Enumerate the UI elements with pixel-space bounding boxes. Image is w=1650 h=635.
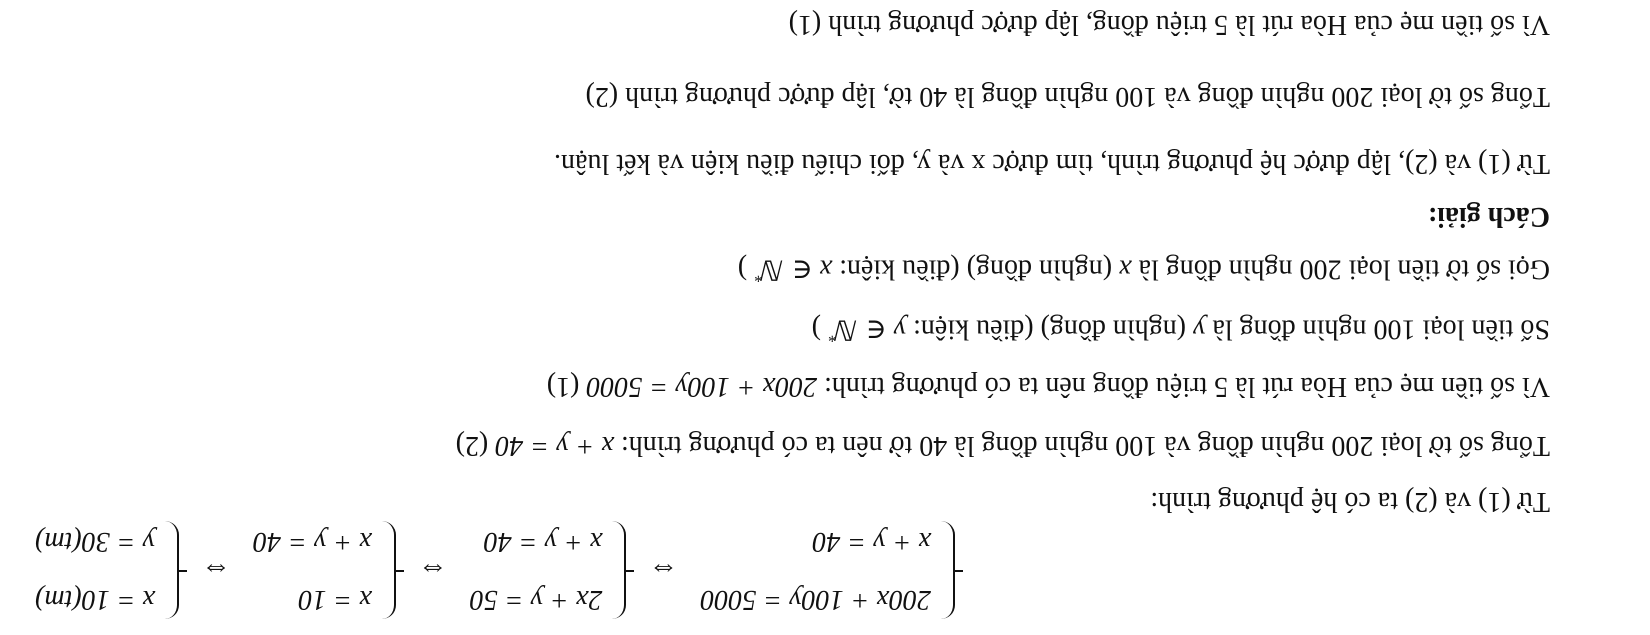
system-1-bottom: x + y = 40 bbox=[812, 526, 931, 557]
line-4-text: Gọi số tờ tiền loại 200 nghìn đồng là bbox=[1138, 253, 1550, 285]
system-2-bottom: x + y = 40 bbox=[483, 526, 603, 557]
line-2-text: Tổng số tờ loại 200 nghìn đồng và 100 nghìn đồng là 40 tờ, lập được phương trình (2) bbox=[585, 81, 1550, 112]
text-line-8 bbox=[1150, 487, 1550, 515]
system-1 bbox=[700, 521, 955, 619]
system-3-top: x = 10 bbox=[298, 584, 372, 615]
equivalence-arrow-2: ⇔ bbox=[417, 554, 448, 587]
system-4 bbox=[35, 521, 179, 619]
system-2-top: 2x + y = 50 bbox=[469, 584, 603, 615]
equation-system-chain bbox=[35, 515, 955, 625]
line-4-variable: x bbox=[1119, 253, 1132, 285]
text-line-7 bbox=[456, 431, 1550, 459]
system-3 bbox=[253, 521, 396, 619]
line-7-tag: (2) bbox=[455, 430, 489, 461]
line-7-equation: x + y = 40 bbox=[495, 430, 614, 461]
line-8-text: Từ (1) và (2) ta có hệ phương trình: bbox=[1150, 486, 1550, 517]
line-5-unit: (nghìn đồng) (điều kiện: bbox=[913, 313, 1187, 345]
line-6-equation: 200x + 100y = 5000 bbox=[586, 371, 818, 402]
line-5-close: ) bbox=[811, 313, 821, 345]
heading-text: Cách giải: bbox=[1427, 201, 1550, 232]
line-4-condition: x ∈ ℕ bbox=[762, 253, 833, 285]
line-6-text: Vì số tiền mẹ của Hòa rút là 5 triệu đồng nên ta có phương trình: bbox=[824, 371, 1550, 402]
text-line-6 bbox=[547, 372, 1550, 400]
line-4-superscript: * bbox=[754, 267, 763, 286]
text-line-2 bbox=[586, 82, 1550, 110]
line-3-text: Từ (1) và (2), lập được hệ phương trình, tìm được x và y, đối chiếu điều kiện và kết luận. bbox=[554, 148, 1550, 179]
brace-4 bbox=[163, 521, 179, 619]
text-line-5 bbox=[812, 315, 1550, 345]
brace-1 bbox=[939, 521, 955, 619]
equivalence-arrow-3: ⇔ bbox=[201, 554, 232, 587]
system-4-bottom: y = 30(tm) bbox=[35, 526, 156, 557]
line-5-variable: y bbox=[1193, 313, 1206, 345]
system-4-top: x = 10(tm) bbox=[35, 584, 156, 615]
line-5-superscript: * bbox=[828, 327, 837, 346]
text-line-1 bbox=[789, 10, 1550, 38]
text-line-4 bbox=[738, 255, 1550, 285]
line-5-condition: y ∈ ℕ bbox=[836, 313, 907, 345]
line-4-unit: (nghìn đồng) (điều kiện: bbox=[839, 253, 1113, 285]
line-1-text: Vì số tiền mẹ của Hòa rút là 5 triệu đồng, lập được phương trình (1) bbox=[788, 9, 1550, 40]
system-3-bottom: x + y = 40 bbox=[253, 526, 372, 557]
line-5-text: Số tiền loại 100 nghìn đồng là bbox=[1212, 313, 1550, 345]
brace-2 bbox=[610, 521, 626, 619]
system-2 bbox=[470, 521, 627, 619]
text-line-3 bbox=[554, 149, 1550, 177]
line-6-tag: (1) bbox=[546, 371, 580, 402]
line-4-close: ) bbox=[737, 253, 748, 285]
brace-3 bbox=[380, 521, 396, 619]
equivalence-arrow-1: ⇔ bbox=[648, 554, 679, 587]
line-7-text: Tổng số tờ loại 200 nghìn đồng và 100 nghìn đồng là 40 tờ nên ta có phương trình: bbox=[620, 430, 1550, 461]
section-heading bbox=[1428, 202, 1550, 230]
system-1-top: 200x + 100y = 5000 bbox=[700, 584, 931, 615]
